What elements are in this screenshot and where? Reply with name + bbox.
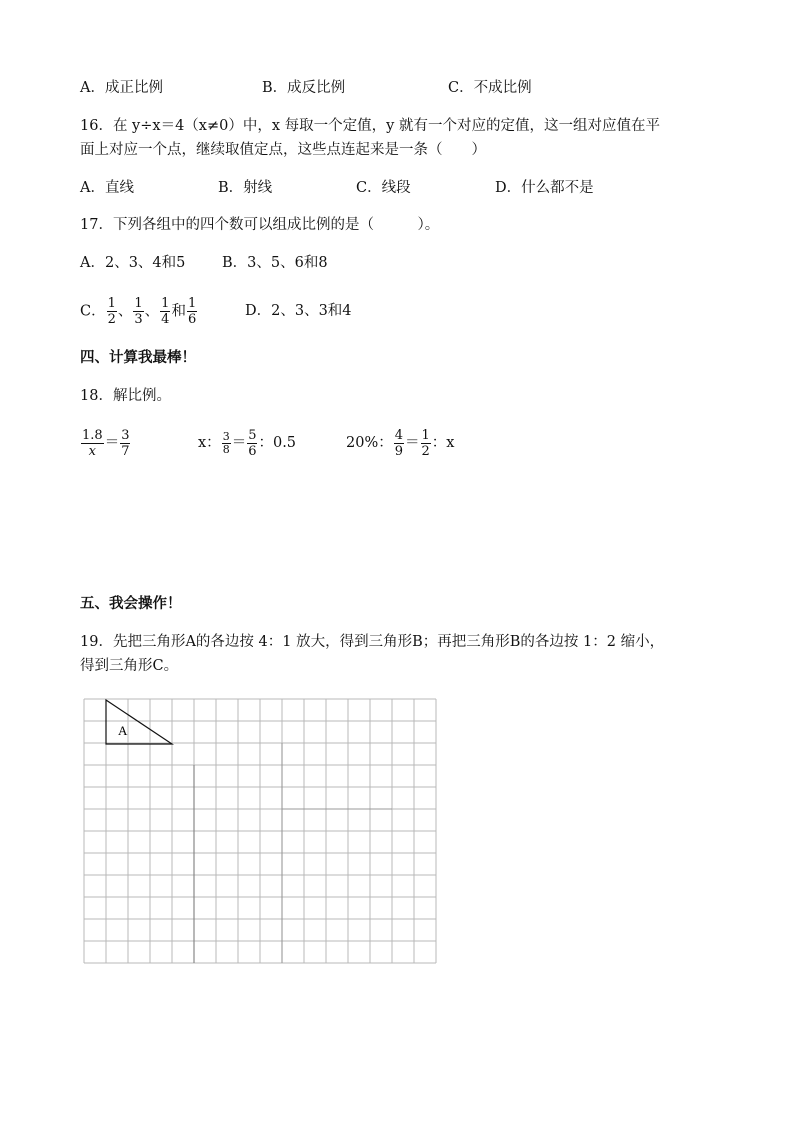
fraction: $\frac{3}{8}$	[222, 429, 230, 456]
fraction: $\frac{1.8}{x}$	[82, 427, 103, 459]
q17-option-d: D．2、3、3和4	[245, 303, 352, 319]
q17-option-c-prefix: C．	[80, 303, 106, 320]
q17-option-b: B．3、5、6和8	[222, 255, 328, 271]
q15-option-c: C．不成比例	[448, 80, 532, 96]
q15-option-b: B．成反比例	[262, 80, 346, 96]
q19-stem-line1: 19．先把三角形A的各边按 4：1 放大，得到三角形B；再把三角形B的各边按 1：2 缩小，	[80, 634, 665, 650]
q16-option-d: D．什么都不是	[495, 180, 594, 196]
fraction: $\frac{5}{6}$	[248, 427, 257, 459]
drawing-grid	[82, 697, 442, 969]
q18-stem: 18．解比例。	[80, 388, 171, 404]
q15-option-a: A．成正比例	[80, 80, 163, 96]
q16-stem-line2: 面上对应一个点，继续取值定点，这些点连起来是一条（ ）	[80, 142, 486, 158]
fraction: $\frac{1}{3}$	[134, 296, 143, 327]
fraction: $\frac{3}{7}$	[121, 427, 130, 459]
q16-stem-line1: 16．在 y÷x＝4（x≠0）中，x 每取一个定值，y 就有一个对应的定值，这一组对应值在平	[80, 118, 660, 134]
q17-option-a: A．2、3、4和5	[80, 255, 186, 271]
q19-stem-line2: 得到三角形C。	[80, 658, 179, 674]
fraction: $\frac{1}{4}$	[161, 296, 170, 327]
fraction: $\frac{1}{6}$	[187, 296, 197, 327]
triangle-a	[106, 700, 172, 744]
q18-equation-3: 20%： $\frac{4}{9}$ ＝ $\frac{1}{2}$ ：x	[346, 427, 455, 459]
fraction: $\frac{1}{2}$	[421, 427, 430, 459]
section-4-title: 四、计算我最棒！	[80, 350, 196, 366]
q16-option-a: A．直线	[80, 180, 134, 196]
fraction: $\frac{4}{9}$	[394, 427, 404, 459]
q17-option-c: C． $\frac{1}{2}$ 、 $\frac{1}{3}$ 、 $\frac{1}{4}$ 和 $\frac{1}{6}$	[80, 296, 197, 327]
q16-option-b: B．射线	[218, 180, 273, 196]
q18-equation-1: $\frac{1.8}{x}$ ＝ $\frac{3}{7}$	[82, 427, 130, 459]
q16-option-c: C．线段	[356, 180, 411, 196]
q18-equation-2: x： $\frac{3}{8}$ ＝ $\frac{5}{6}$ ：0.5	[198, 427, 297, 459]
fraction: $\frac{1}{2}$	[107, 296, 116, 327]
triangle-a-label: A	[118, 723, 128, 738]
grid-lines	[84, 699, 436, 963]
q17-stem: 17．下列各组中的四个数可以组成比例的是（ ）。	[80, 217, 440, 233]
section-5-title: 五、我会操作！	[80, 596, 182, 612]
